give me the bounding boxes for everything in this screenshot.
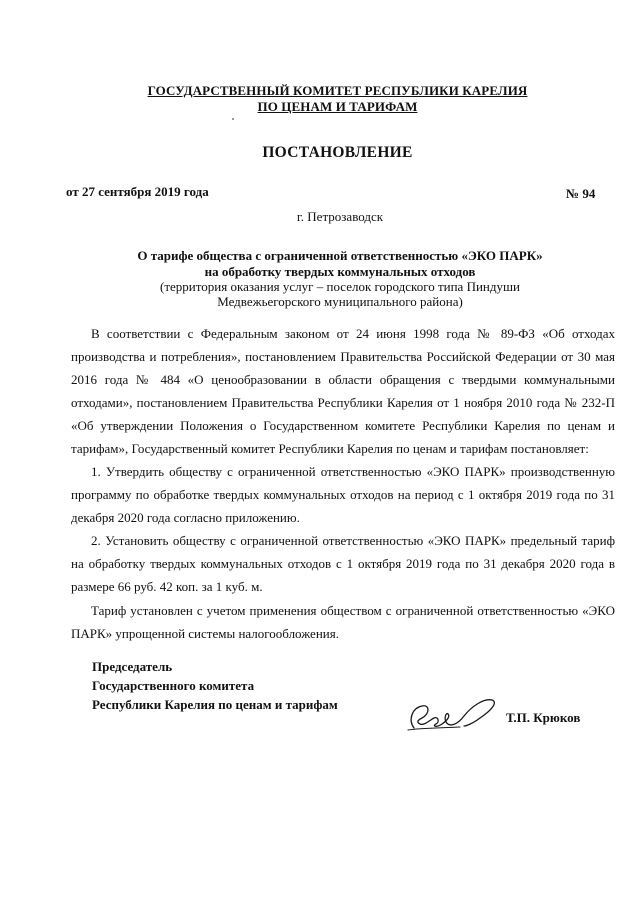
document-number: № 94 <box>566 186 596 201</box>
subject-line1: О тарифе общества с ограниченной ответственностью «ЭКО ПАРК» <box>137 248 543 263</box>
resolution-item-1: 1. Утвердить обществу с ограниченной ответственностью «ЭКО ПАРК» производственную программу по обработке твердых коммунальных отходов на период с 1 октября 2019 года по 31 декабря 2020 года согласно приложению. <box>71 464 615 525</box>
subject-line2: на обработку твердых коммунальных отходов <box>204 264 476 279</box>
subject-line3: (территория оказания услуг – поселок городского типа Пиндуши <box>160 279 520 294</box>
signatory-name: Т.П. Крюков <box>506 710 581 725</box>
document-date: от 27 сентября 2019 года <box>66 184 209 199</box>
signatory-line3: Республики Карелия по ценам и тарифам <box>92 697 338 712</box>
signatory-title-block <box>92 657 338 714</box>
signatory-line2: Государственного комитета <box>92 678 255 693</box>
preamble-paragraph: В соответствии с Федеральным законом от 24 июня 1998 года № 89-ФЗ «Об отходах производства и потребления», постановлением Правительства Российской Федерации от 30 мая 2016 года № 484 «О ценообразовании в области обращения с твердыми коммунальными отходами», постановлением Правительства Республики Карелия от 1 ноября 2010 года № 232-П «Об утверждении Положения о Государственном комитете Республики Карелия по ценам и тарифам», Государственный комитет Республики Карелия по ценам и тарифам постановляет: <box>71 326 615 456</box>
handwritten-signature <box>400 690 510 740</box>
closing-paragraph: Тариф установлен с учетом применения обществом с ограниченной ответственностью «ЭКО ПАРК» упрощенной системы налогообложения. <box>71 603 615 641</box>
signatory-line1: Председатель <box>92 659 173 674</box>
document-city: г. Петрозаводск <box>296 209 384 224</box>
org-name-line2: ПО ЦЕНАМ И ТАРИФАМ <box>257 99 418 114</box>
document-type-title: ПОСТАНОВЛЕНИЕ <box>262 144 413 161</box>
org-name-line1: ГОСУДАРСТВЕННЫЙ КОМИТЕТ РЕСПУБЛИКИ КАРЕЛИЯ <box>147 83 528 98</box>
scan-speck <box>232 118 234 120</box>
subject-line4: Медвежьегорского муниципального района) <box>217 294 463 309</box>
resolution-item-2: 2. Установить обществу с ограниченной ответственностью «ЭКО ПАРК» предельный тариф на обработку твердых коммунальных отходов с 1 октября 2019 года по 31 декабря 2020 года в размере 66 руб. 42 коп. за 1 куб. м. <box>71 533 615 594</box>
